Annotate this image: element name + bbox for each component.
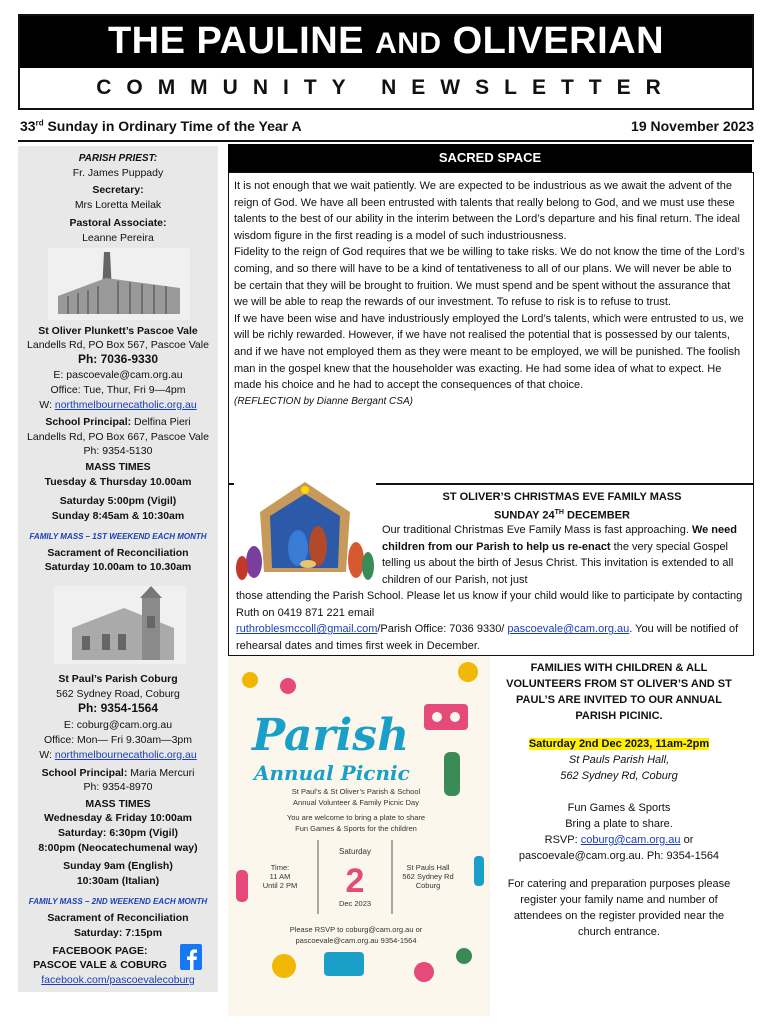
nativity-scene-image [234, 482, 376, 586]
liturgical-occasion: 33rd Sunday in Ordinary Time of the Year A [20, 118, 302, 134]
picnic-venue-1: St Pauls Parish Hall, [568, 754, 670, 766]
divider [18, 140, 754, 142]
poster-line-3: You are welcome to bring a plate to share [286, 813, 426, 822]
st-oliver-name: St Oliver Plunkett’s Pascoe Vale [38, 325, 198, 337]
st-oliver-phone: Ph: 7036-9330 [77, 352, 159, 366]
parish-office-email-link[interactable]: pascoevale@cam.org.au [507, 623, 630, 636]
pastoral-name: Leanne Pereira [82, 232, 154, 244]
st-oliver-address: Landells Rd, PO Box 567, Pascoe Vale [27, 339, 209, 351]
st-oliver-mass-sunday: Sunday 8:45am & 10:30am [51, 510, 185, 522]
st-paul-phone: Ph: 9354-1564 [77, 701, 159, 715]
poster-place-2: 562 Sydney Rd [402, 872, 454, 881]
picnic-venue-2: 562 Sydney Rd, Coburg [560, 770, 678, 782]
poster-date-number: 2 [345, 862, 365, 900]
st-oliver-reconciliation-time: Saturday 10.00am to 10.30am [44, 561, 192, 573]
st-oliver-web-link[interactable]: northmelbournecatholic.org.au [54, 399, 197, 411]
picnic-catering: For catering and preparation purposes please register your family name and number of attendees on the register provided near the church entrance. [507, 878, 731, 938]
st-oliver-office-hours: Office: Tue, Thur, Fri 9—4pm [50, 384, 186, 396]
poster-place-1: St Pauls Hall [406, 863, 450, 872]
st-oliver-school-principal: School Principal: Delfina Pieri [45, 416, 191, 428]
poster-month: Dec 2023 [338, 899, 372, 908]
picnic-announcement [496, 660, 742, 940]
st-paul-mass-neocatechumenal: 8:00pm (Neocatechumenal way) [38, 842, 198, 854]
st-oliver-church-image [48, 248, 190, 320]
st-oliver-mass-weekday: Tuesday & Thursday 10.00am [44, 476, 192, 488]
picnic-rsvp: RSVP: coburg@cam.org.au or [544, 834, 694, 846]
st-paul-reconciliation-time: Saturday: 7:15pm [73, 927, 163, 939]
st-paul-mass-saturday: Saturday: 6:30pm (Vigil) [57, 827, 178, 839]
st-paul-mass-sunday-english: Sunday 9am (English) [63, 860, 173, 872]
st-paul-mass-sunday-italian: 10:30am (Italian) [76, 875, 160, 887]
st-paul-office-hours: Office: Mon— Fri 9.30am—3pm [43, 734, 193, 746]
sacred-space-attribution: (REFLECTION by Dianne Bergant CSA) [234, 395, 413, 407]
picnic-rsvp-2: pascoevale@cam.org.au. Ph: 9354-1564 [518, 850, 720, 862]
st-paul-school-phone: Ph: 9354-8970 [83, 781, 153, 793]
st-paul-family-mass: FAMILY MASS – 2ND WEEKEND EACH MONTH [28, 897, 208, 906]
christmas-mass-body: Our traditional Christmas Eve Family Mass is fast approaching. We need children from our Parish to help us re-enact the very special Gospel telling us about the birth of Jesus Christ. This invitation is extended to all children of our Parish, not just [382, 524, 737, 586]
poster-rsvp-2: pascoevale@cam.org.au 9354-1564 [295, 936, 417, 945]
facebook-icon[interactable] [180, 944, 202, 970]
st-paul-address: 562 Sydney Road, Coburg [56, 688, 180, 700]
picnic-plate: Bring a plate to share. [565, 818, 673, 830]
sacred-space-paragraph: It is not enough that we wait patiently. We are expected to be industrious as we await the advent of the reign of God. We have all been entrusted with talents that really belong to God, and we must use these talents to the best of our ability in the interim between the Lord’s departure and his final return. The ideal wisdom figure in the first reading is a model of such industriousness. [234, 180, 740, 242]
issue-date: 19 November 2023 [631, 118, 754, 134]
picnic-fun: Fun Games & Sports [567, 802, 671, 814]
poster-rsvp-1: Please RSVP to coburg@cam.org.au or [289, 925, 423, 934]
st-oliver-web: W: northmelbournecatholic.org.au [39, 399, 197, 411]
sacred-space-paragraph: Fidelity to the reign of God requires that we be willing to take risks. We do not know the time of the Lord’s coming, and so there will have to be a kind of tentativeness to all of our plans. We will never be able to be certain that they will be brought to fruition. We must spend and be spent without the assurance that we will be able to reap the rewards of our investment. To refuse to risk is to refuse to trust. [234, 246, 745, 309]
st-oliver-reconciliation-label: Sacrament of Reconciliation [47, 547, 189, 559]
priest-label: PARISH PRIEST: [78, 153, 158, 164]
poster-time-start: 11 AM [269, 872, 291, 881]
priest-name: Fr. James Puppady [72, 167, 164, 179]
poster-line-1: St Paul’s & St Oliver’s Parish & School [291, 787, 421, 796]
st-paul-mass-weekday: Wednesday & Friday 10:00am [43, 812, 193, 824]
newsletter-subtitle: COMMUNITY NEWSLETTER [96, 76, 676, 99]
facebook-label: FACEBOOK PAGE: PASCOE VALE & COBURG [33, 945, 167, 971]
pastoral-label: Pastoral Associate: [69, 217, 167, 229]
sacred-space-heading: SACRED SPACE [228, 144, 752, 172]
st-paul-mass-label: MASS TIMES [85, 798, 151, 810]
christmas-mass-title: ST OLIVER’S CHRISTMAS EVE FAMILY MASS SUNDAY 24TH DECEMBER [442, 491, 682, 522]
ruth-email-link[interactable]: ruthroblesmccoll@gmail.com [236, 623, 378, 636]
poster-line-2: Annual Volunteer & Family Picnic Day [293, 798, 419, 807]
sacred-space-paragraph: If we have been wise and have industriously employed the Lord’s talents, which were entrusted to us, we will be richly rewarded. However, if we have not realised the potential that is possessed by our talents, and if we have not employed them as they were meant to be employed, we will be punished. The foolish man in the gospel knew that the householder was exacting. He had some idea of what to expect. He made his choice and he had to accept the consequences of that choice. [234, 312, 744, 392]
st-oliver-family-mass: FAMILY MASS – 1ST WEEKEND EACH MONTH [29, 532, 207, 541]
coburg-email-link[interactable]: coburg@cam.org.au [580, 834, 681, 846]
newsletter-title: THE PAULINE AND OLIVERIAN [107, 20, 665, 62]
st-paul-web: W: northmelbournecatholic.org.au [39, 749, 197, 761]
sacred-space-body [234, 178, 746, 410]
poster-time-label: Time: [270, 863, 290, 872]
secretary-name: Mrs Loretta Meilak [74, 199, 162, 211]
st-oliver-school-phone: Ph: 9354-5130 [83, 445, 153, 457]
poster-line-4: Fun Games & Sports for the children [295, 824, 417, 833]
st-paul-web-link[interactable]: northmelbournecatholic.org.au [54, 749, 197, 761]
poster-title-annual-picnic: Annual Picnic [254, 761, 410, 785]
st-paul-name: St Paul’s Parish Coburg [58, 673, 178, 685]
facebook-link[interactable]: facebook.com/pascoevalecoburg [41, 974, 195, 986]
picnic-date-highlight: Saturday 2nd Dec 2023, 11am-2pm [528, 738, 710, 750]
secretary-label: Secretary: [92, 184, 144, 196]
picnic-poster-image [228, 656, 490, 1016]
st-paul-email: E: coburg@cam.org.au [63, 719, 173, 731]
picnic-headline: FAMILIES WITH CHILDREN & ALL VOLUNTEERS FROM ST OLIVER’S AND ST PAUL’S ARE INVITED TO OUR ANNUAL PARISH PICINIC. [506, 662, 732, 722]
poster-place-3: Coburg [415, 881, 441, 890]
poster-day: Saturday [338, 847, 372, 856]
st-paul-church-image [54, 586, 186, 664]
st-oliver-mass-label: MASS TIMES [85, 461, 151, 473]
poster-title-parish: Parish [252, 710, 410, 761]
st-paul-reconciliation-label: Sacrament of Reconciliation [47, 912, 189, 924]
st-oliver-school-address: Landells Rd, PO Box 667, Pascoe Vale [27, 431, 209, 443]
christmas-mass-contact: those attending the Parish School. Please let us know if your child would like to participate by contacting Ruth on 0419 871 221 email ruthroblesmccoll@gmail.com/Parish Office: 7036 9330/ pascoevale@cam.org.au. You will be notified of rehearsal dates and times first week in December. [236, 590, 743, 652]
st-oliver-mass-saturday: Saturday 5:00pm (Vigil) [59, 495, 177, 507]
st-oliver-email: E: pascoevale@cam.org.au [53, 369, 183, 381]
st-paul-school-principal: School Principal: Maria Mercuri [41, 767, 195, 779]
poster-time-end: Until 2 PM [262, 881, 298, 890]
